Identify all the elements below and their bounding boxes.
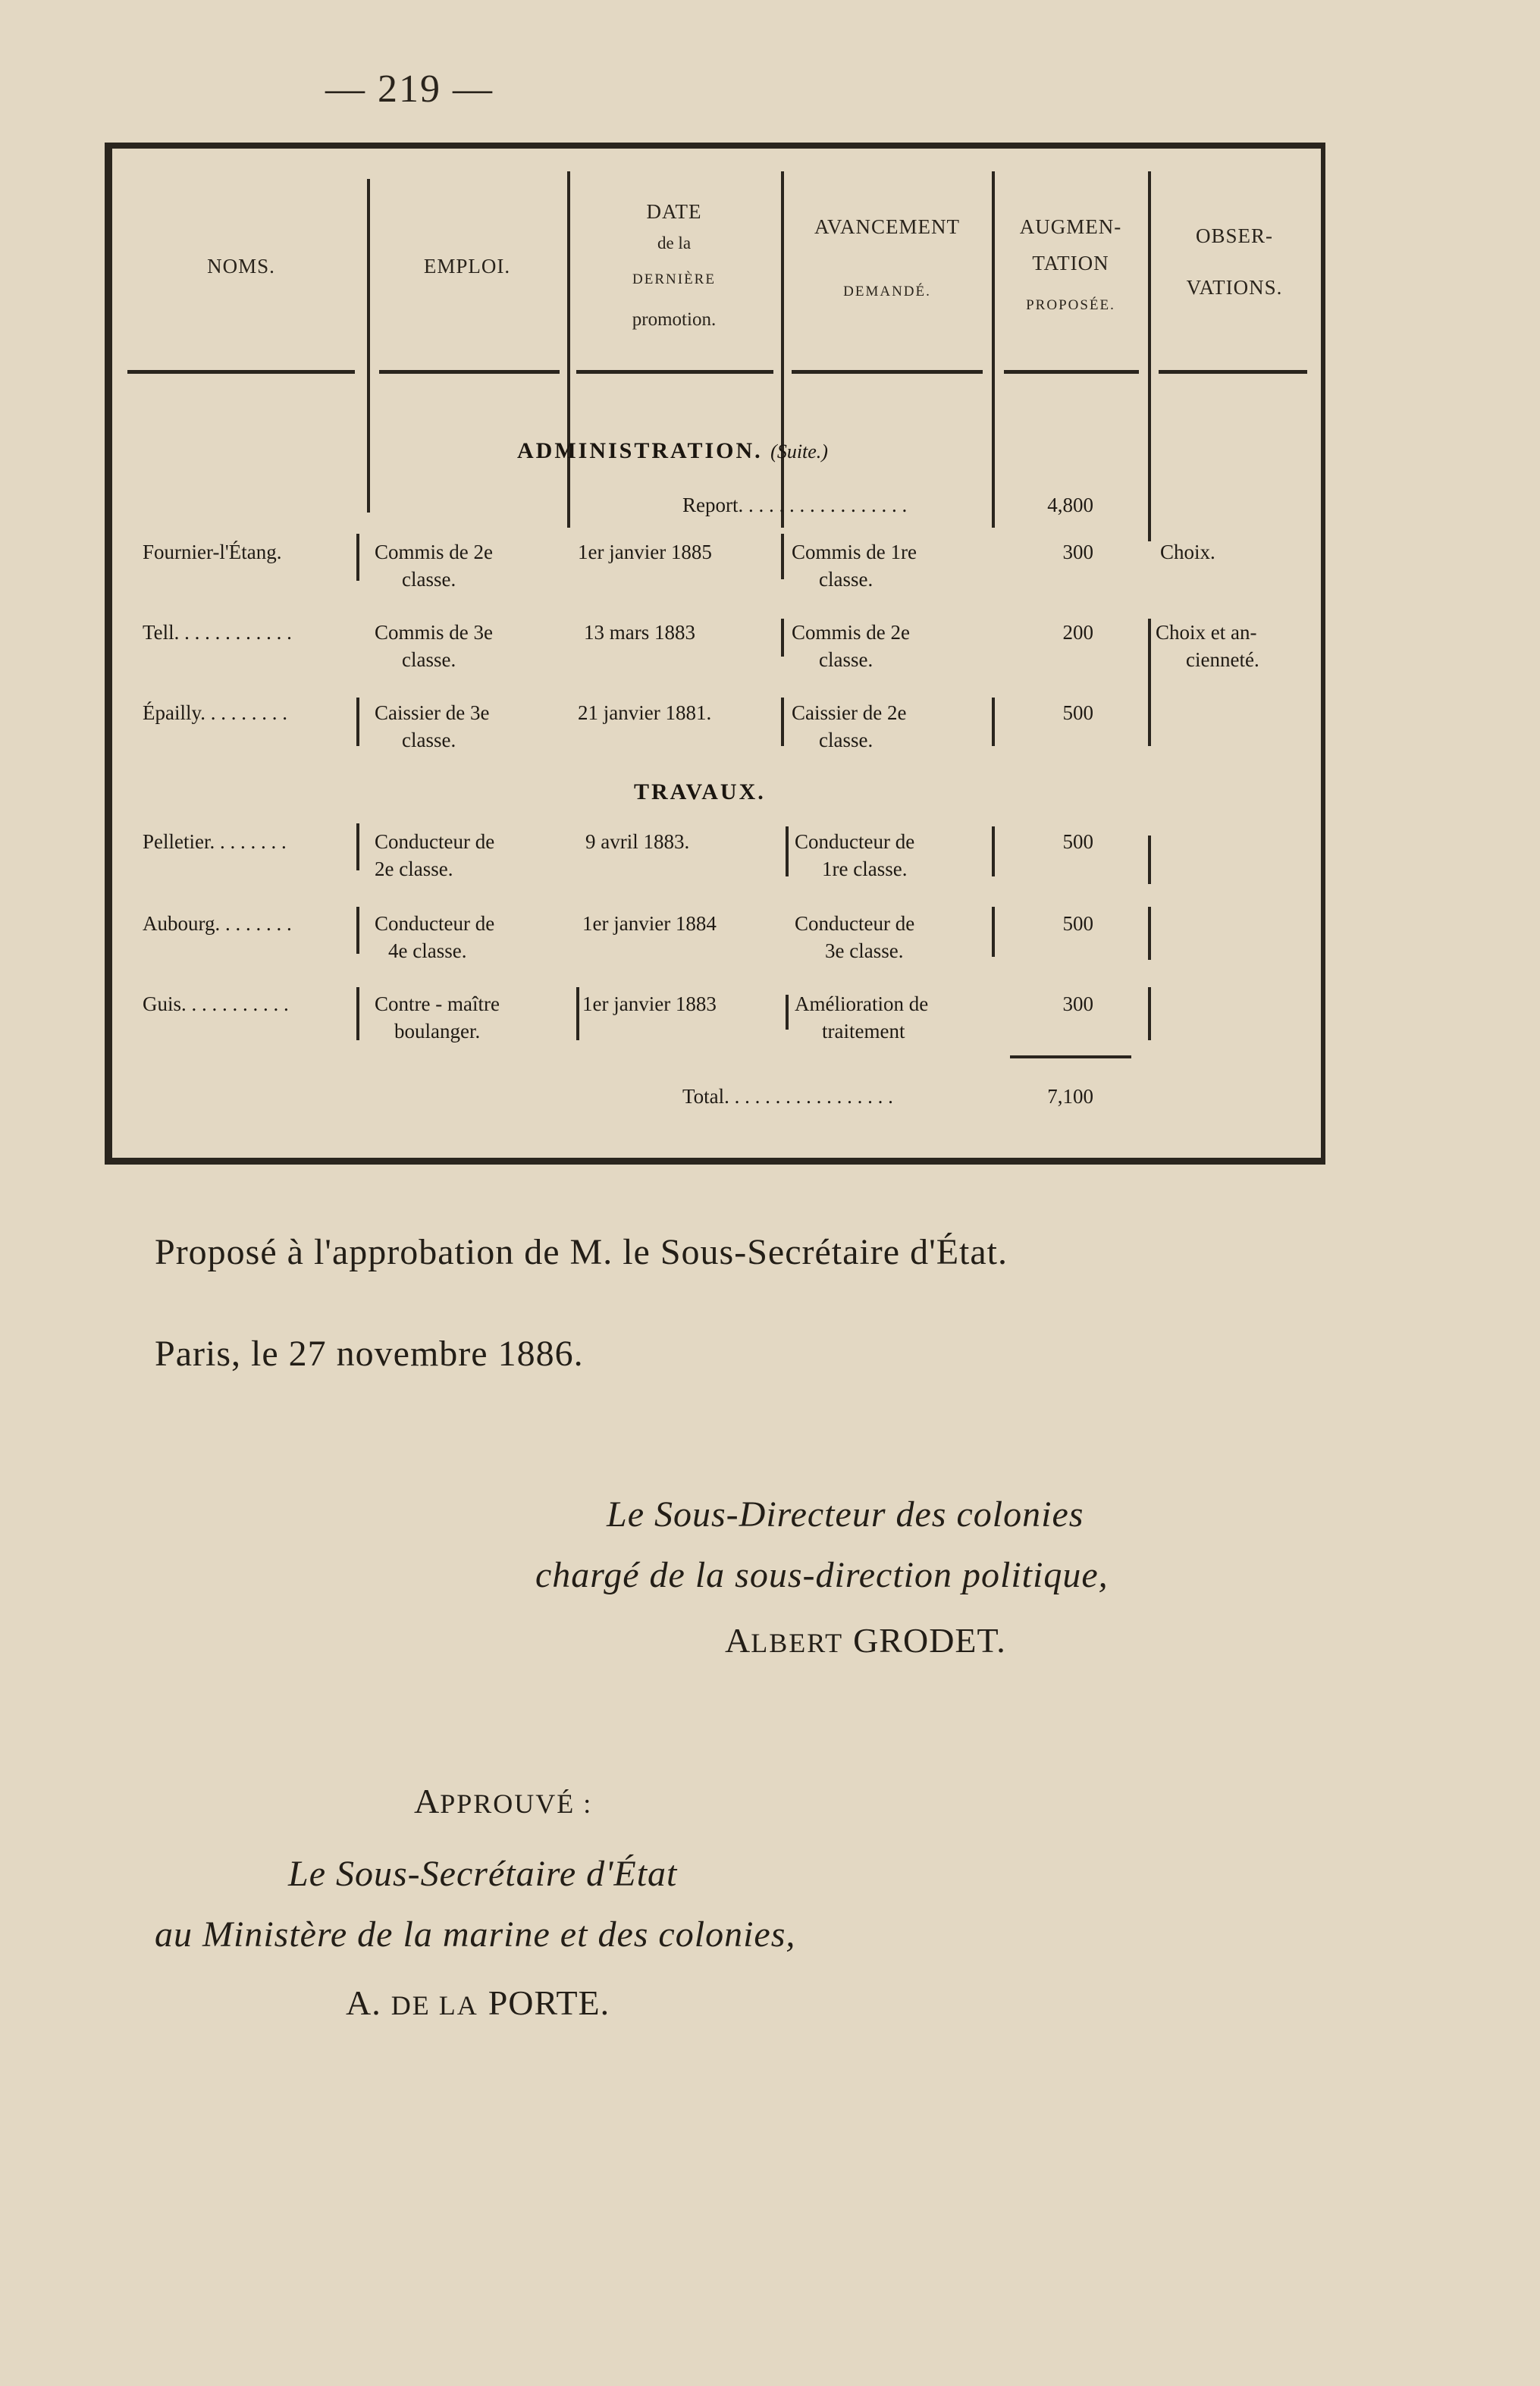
row-travaux-1-avancement: [795, 828, 992, 883]
emploi-line: classe.: [402, 729, 456, 751]
row-travaux-2-augmentation: 500: [1062, 912, 1093, 935]
header-avancement-line2: DEMANDÉ.: [843, 284, 931, 299]
row-admin-3-nom: Épailly. . . . . . . . .: [143, 701, 287, 724]
row-admin-1-nom: Fournier-l'Étang.: [143, 541, 282, 563]
avancement-line: 3e classe.: [825, 939, 904, 962]
emploi-line: Commis de 2e: [375, 541, 493, 563]
avancement-line: Amélioration de: [795, 992, 929, 1015]
avancement-line: classe.: [819, 648, 874, 671]
approver-de-la: DE LA: [390, 1990, 478, 2021]
row-divider: [781, 698, 784, 746]
row-admin-3-date: 21 janvier 1881.: [578, 701, 712, 724]
row-travaux-3-avancement: [795, 990, 993, 1045]
row-admin-2-nom: Tell. . . . . . . . . . . .: [143, 621, 292, 644]
row-divider: [1148, 987, 1151, 1040]
row-divider: [1148, 619, 1151, 664]
row-admin-1-augmentation: 300: [1062, 541, 1093, 563]
avancement-line: traitement: [822, 1020, 905, 1043]
header-observations-line1: OBSER-: [1195, 224, 1274, 247]
report-divider: [992, 490, 995, 526]
emploi-line: 4e classe.: [388, 939, 467, 962]
row-travaux-1-augmentation: 500: [1062, 830, 1093, 853]
col-divider-2: [567, 171, 570, 528]
row-travaux-2-nom: Aubourg. . . . . . . .: [143, 912, 292, 935]
header-observations-line2: VATIONS.: [1186, 276, 1283, 299]
row-admin-2-augmentation: 200: [1062, 621, 1093, 644]
section-administration-label: ADMINISTRATION.: [517, 438, 763, 463]
header-rule: [1159, 370, 1307, 374]
row-divider: [781, 534, 784, 579]
signer-name: [725, 1619, 1006, 1661]
row-divider: [356, 698, 359, 746]
emploi-line: Caissier de 3e: [375, 701, 490, 724]
row-travaux-2-avancement: [795, 910, 992, 964]
row-divider: [356, 823, 359, 870]
approuve-rest: PPROUVÉ :: [440, 1789, 593, 1819]
header-rule: [1004, 370, 1139, 374]
emploi-line: Conducteur de: [375, 912, 495, 935]
personnel-table: [105, 143, 1325, 1165]
header-rule: [792, 370, 983, 374]
total-value: 7,100: [1047, 1085, 1093, 1108]
row-travaux-1-date: 9 avril 1883.: [585, 830, 690, 853]
approver-last: PORTE.: [488, 1983, 610, 2022]
total-label: Total. . . . . . . . . . . . . . . . .: [682, 1085, 893, 1108]
report-label: Report. . . . . . . . . . . . . . . . .: [682, 494, 908, 516]
row-divider: [1148, 664, 1151, 746]
approver-title-2: au Ministère de la marine et des colonies,: [155, 1914, 796, 1955]
total-rule: [1010, 1055, 1131, 1058]
header-rule: [127, 370, 355, 374]
row-admin-2-emploi: [375, 619, 573, 673]
header-emploi: EMPLOI.: [423, 255, 511, 277]
approuve-initial: A: [414, 1782, 441, 1820]
row-travaux-3-augmentation: 300: [1062, 992, 1093, 1015]
header-augmentation-line3: PROPOSÉE.: [1026, 297, 1115, 313]
row-divider: [786, 995, 789, 1030]
date-line: Paris, le 27 novembre 1886.: [155, 1334, 584, 1374]
row-divider: [576, 987, 579, 1040]
row-admin-3-avancement: [792, 699, 990, 754]
observations-line: cienneté.: [1186, 648, 1259, 671]
emploi-line: Commis de 3e: [375, 621, 493, 644]
row-travaux-3-emploi: [375, 990, 573, 1045]
row-travaux-3-date: 1er janvier 1883: [582, 992, 717, 1015]
header-date-line2: de la: [657, 234, 692, 252]
row-divider: [1148, 907, 1151, 960]
header-date-line4: promotion.: [632, 309, 717, 330]
row-divider: [356, 907, 359, 954]
row-admin-1-emploi: [375, 538, 573, 593]
avancement-line: Conducteur de: [795, 830, 915, 853]
emploi-line: Conducteur de: [375, 830, 495, 853]
row-travaux-2-emploi: [375, 910, 573, 964]
row-travaux-2-date: 1er janvier 1884: [582, 912, 717, 935]
approuve-line: [414, 1780, 592, 1822]
row-admin-2-avancement: [792, 619, 990, 673]
report-divider: [1148, 491, 1151, 541]
row-admin-1-observations: Choix.: [1160, 541, 1215, 563]
avancement-line: 1re classe.: [822, 858, 908, 880]
header-avancement-line1: AVANCEMENT: [814, 215, 961, 238]
row-divider: [356, 534, 359, 581]
row-divider: [1148, 836, 1151, 884]
col-divider-1: [367, 179, 370, 513]
section-administration: [517, 438, 828, 464]
row-admin-3-emploi: [375, 699, 573, 754]
row-travaux-3-nom: Guis. . . . . . . . . . .: [143, 992, 289, 1015]
emploi-line: classe.: [402, 568, 456, 591]
row-divider: [786, 826, 789, 876]
avancement-line: classe.: [819, 568, 874, 591]
header-augmentation-line2: TATION: [1032, 252, 1109, 274]
row-travaux-1-emploi: [375, 828, 573, 883]
signer-title-1: Le Sous-Directeur des colonies: [607, 1494, 1084, 1535]
avancement-line: Commis de 1re: [792, 541, 917, 563]
report-value: 4,800: [1047, 494, 1093, 516]
row-admin-1-date: 1er janvier 1885: [578, 541, 712, 563]
section-suite-label: (Suite.): [770, 441, 828, 462]
row-admin-1-avancement: [792, 538, 990, 593]
signer-title-2: chargé de la sous-direction politique,: [535, 1555, 1109, 1595]
row-travaux-1-nom: Pelletier. . . . . . . .: [143, 830, 287, 853]
signer-initial: A: [725, 1621, 751, 1660]
row-admin-3-augmentation: 500: [1062, 701, 1093, 724]
approver-name: [346, 1982, 610, 2024]
avancement-line: Conducteur de: [795, 912, 915, 935]
avancement-line: classe.: [819, 729, 874, 751]
header-rule: [576, 370, 773, 374]
header-noms: NOMS.: [207, 255, 275, 277]
page-number: — 219 —: [325, 67, 494, 111]
section-travaux: TRAVAUX.: [634, 779, 766, 804]
emploi-line: boulanger.: [394, 1020, 481, 1043]
row-admin-2-date: 13 mars 1883: [584, 621, 695, 644]
emploi-line: 2e classe.: [375, 858, 453, 880]
approver-title-1: Le Sous-Secrétaire d'État: [288, 1854, 678, 1894]
row-divider: [781, 619, 784, 657]
header-augmentation-line1: AUGMEN-: [1019, 215, 1122, 238]
header-date-line3: DERNIÈRE: [632, 271, 716, 287]
proposal-line: Proposé à l'approbation de M. le Sous-Secrétaire d'État.: [155, 1232, 1008, 1272]
signer-first-rest: LBERT: [751, 1628, 844, 1658]
row-admin-2-observations: [1156, 619, 1307, 673]
avancement-line: Commis de 2e: [792, 621, 910, 644]
signer-last: GRODET.: [853, 1621, 1006, 1660]
avancement-line: Caissier de 2e: [792, 701, 907, 724]
observations-line: Choix et an-: [1156, 621, 1257, 644]
emploi-line: classe.: [402, 648, 456, 671]
emploi-line: Contre - maître: [375, 992, 500, 1015]
approver-a: A.: [346, 1983, 381, 2022]
header-rule: [379, 370, 560, 374]
row-divider: [356, 987, 359, 1040]
header-date-line1: DATE: [646, 200, 702, 223]
